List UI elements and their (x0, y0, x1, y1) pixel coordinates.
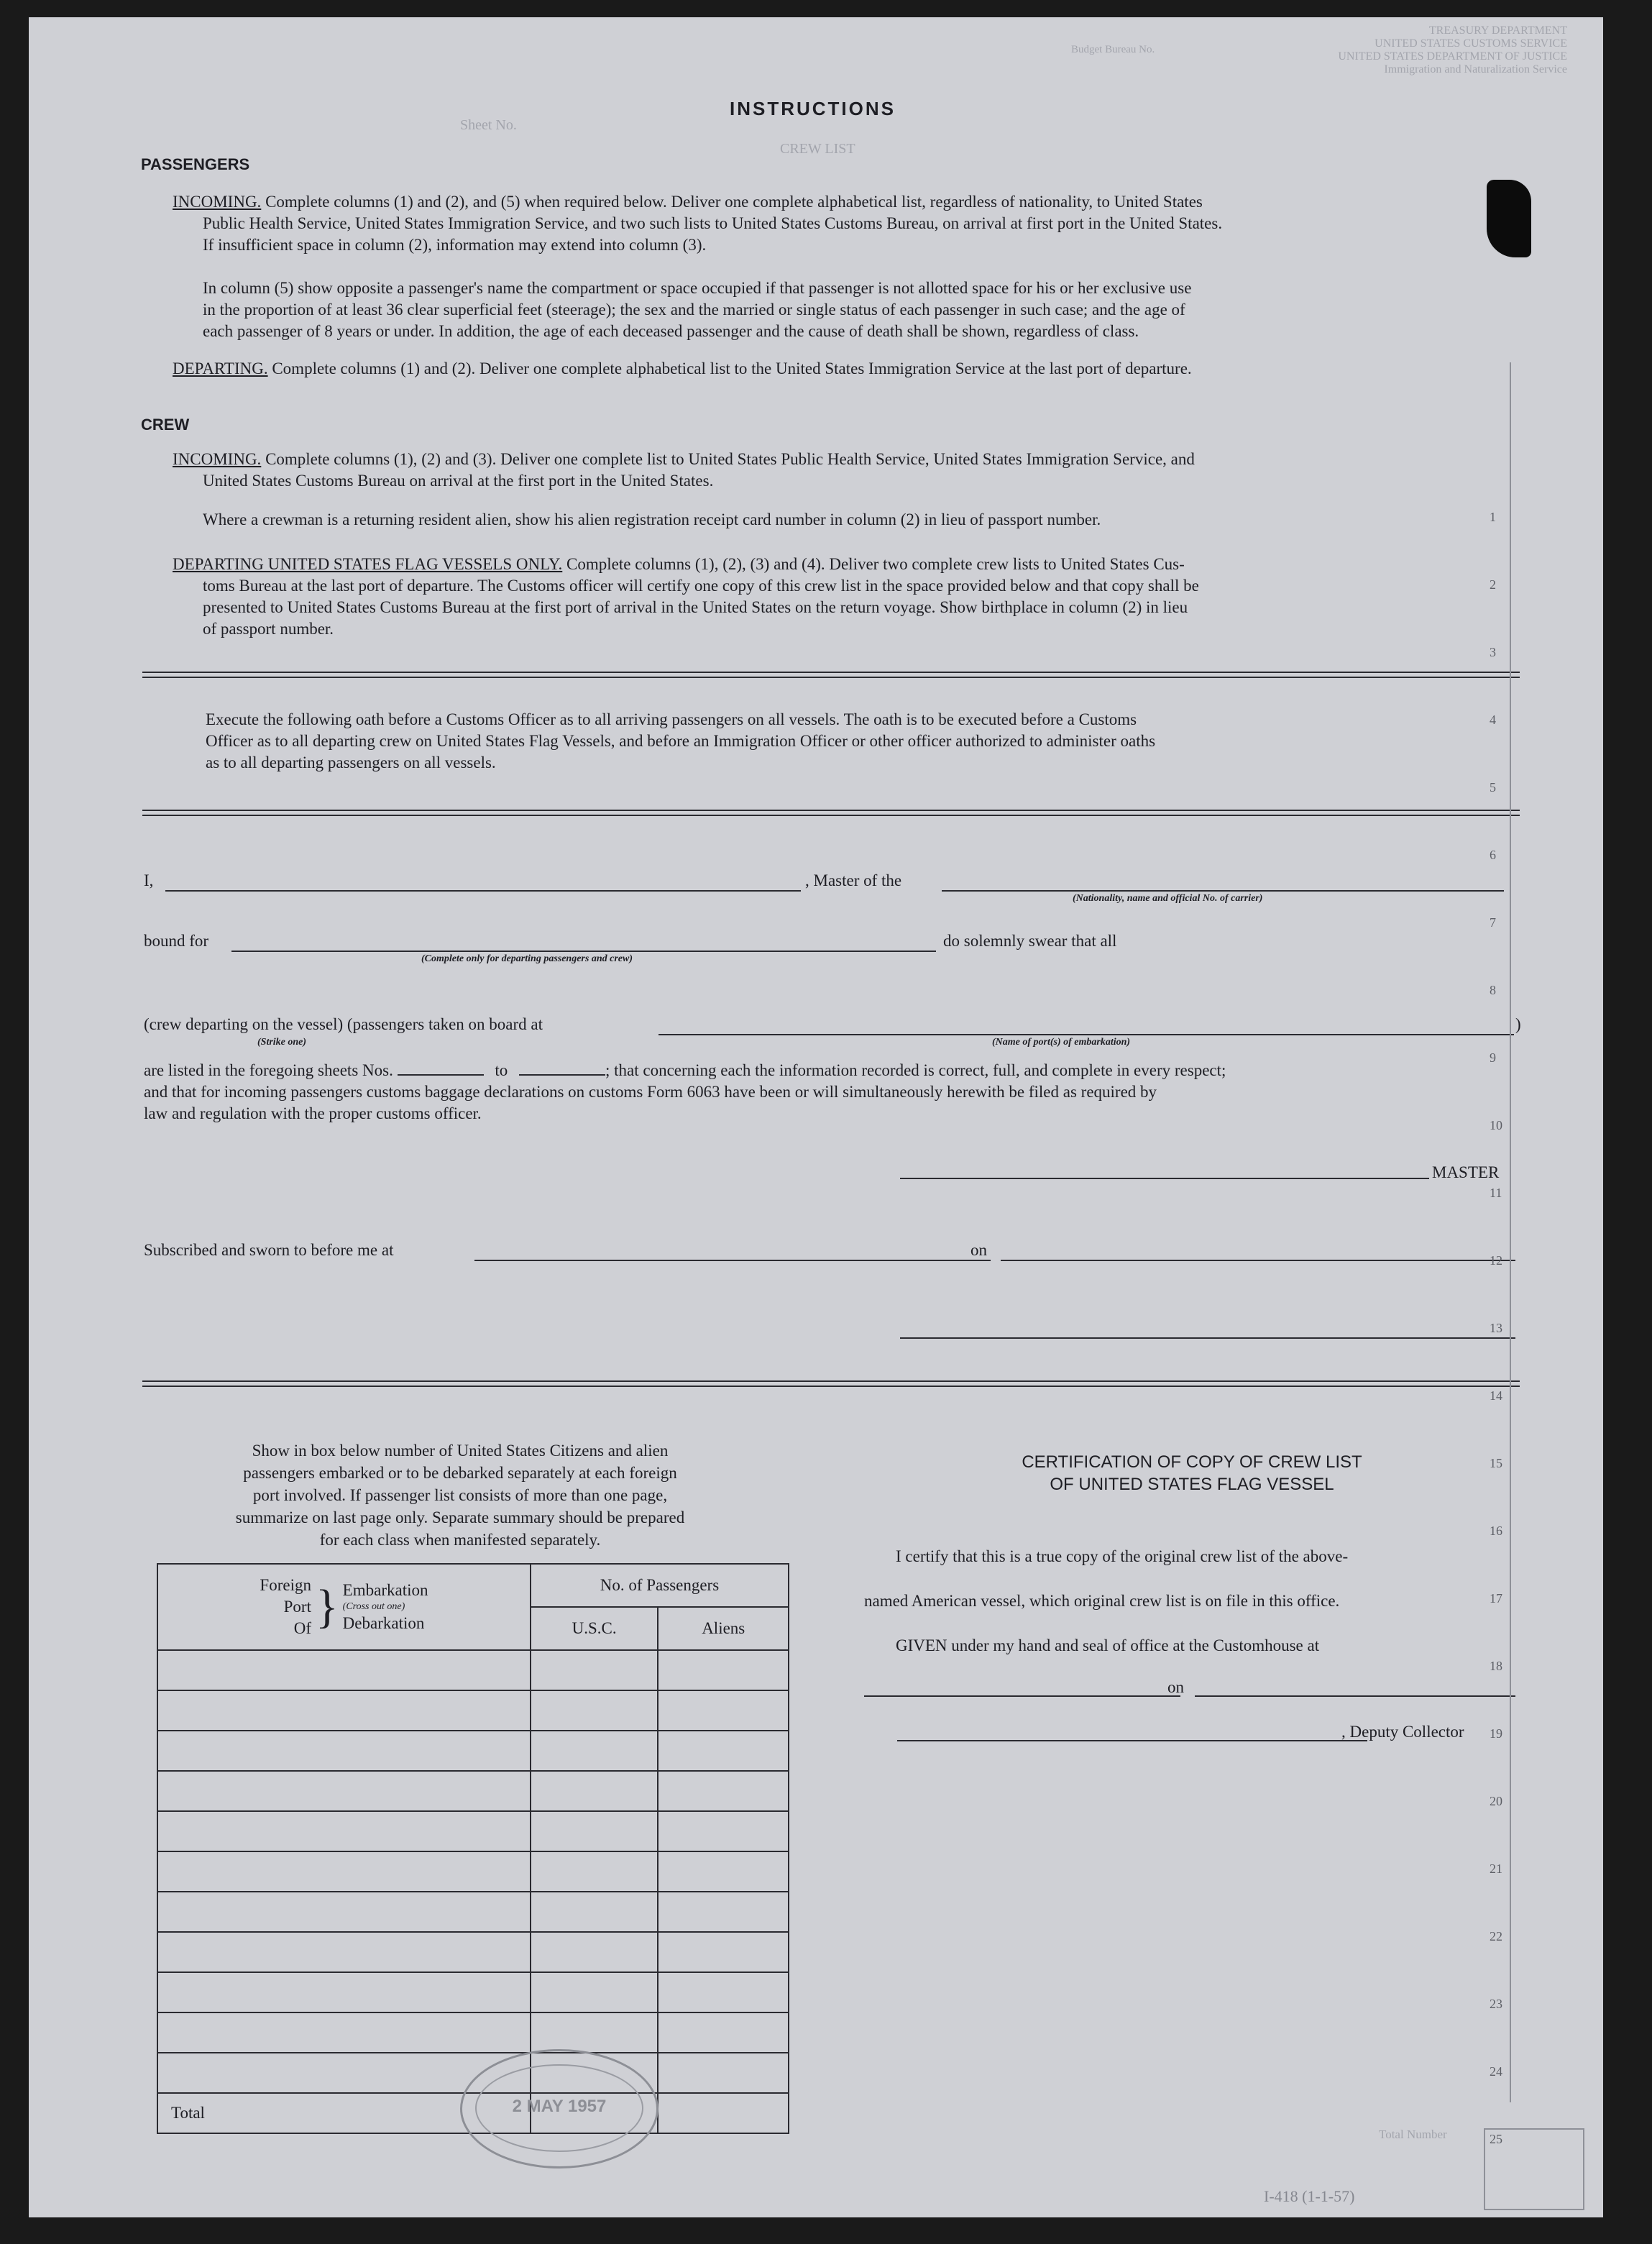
oath-i-label: I, (144, 871, 154, 889)
customhouse-field[interactable] (864, 1695, 1180, 1697)
text-line: If insufficient space in column (2), information may extend into column (3). (203, 236, 707, 254)
table-row (157, 1811, 789, 1851)
bound-for-label: bound for (144, 932, 209, 950)
table-row (157, 2012, 789, 2053)
bleed-line: UNITED STATES CUSTOMS SERVICE (1375, 37, 1567, 50)
port-cell[interactable] (157, 1811, 531, 1851)
row-number: 20 (1490, 1794, 1502, 1808)
sworn-place-field[interactable] (474, 1260, 991, 1261)
text-line: for each class when manifested separately. (319, 1531, 601, 1549)
bound-for-caption: (Complete only for departing passengers and crew) (421, 953, 633, 964)
port-cell[interactable] (157, 1690, 531, 1731)
master-label: MASTER (1432, 1163, 1500, 1181)
bleed-through-header (1222, 24, 1567, 76)
text-line: law and regulation with the proper customs officer. (144, 1104, 482, 1122)
port-cell[interactable] (157, 1932, 531, 1972)
text-line: port involved. If passenger list consists of more than one page, (252, 1486, 668, 1504)
cross-out-caption: (Cross out one) (342, 1601, 405, 1612)
row-number: 8 (1490, 983, 1496, 997)
crew-departing-label: DEPARTING UNITED STATES FLAG VESSELS ONLY. (173, 555, 563, 573)
aliens-cell[interactable] (658, 1932, 789, 1972)
aliens-cell[interactable] (658, 2053, 789, 2093)
usc-cell[interactable] (531, 1972, 658, 2012)
usc-cell[interactable] (531, 1650, 658, 1690)
row-number: 23 (1490, 1997, 1502, 2011)
port-cell[interactable] (157, 1972, 531, 2012)
bleed-crew-list: CREW LIST (780, 141, 855, 157)
sworn-date-field[interactable] (1001, 1260, 1515, 1261)
port-cell[interactable] (157, 1731, 531, 1771)
usc-cell[interactable] (531, 1731, 658, 1771)
text-line: each passenger of 8 years or under. In addition, the age of each deceased passenger and the cause of death shall be shown, regardless of class. (203, 322, 1139, 340)
bleed-budget: Budget Bureau No. (1071, 44, 1155, 55)
usc-cell[interactable] (531, 1811, 658, 1851)
sheets-text: are listed in the foregoing sheets Nos. (144, 1061, 393, 1079)
certification-title (868, 1451, 1515, 1496)
text-line: Complete columns (1) and (2), and (5) when required below. Deliver one complete alphabetical list, regardless of nationality, to United States (265, 193, 1203, 211)
text-line: as to all departing passengers on all vessels. (206, 754, 496, 771)
bleed-sheet: Sheet No. (460, 117, 517, 133)
text-line: presented to United States Customs Bureau at the first port of arrival in the United States on the return voyage. Show birthplace in column (2) in lieu (203, 598, 1188, 616)
swear-text: do solemnly swear that all (943, 932, 1117, 950)
text-line: In column (5) show opposite a passenger's name the compartment or space occupied if that passenger is not allotted space for his or her exclusive use (203, 279, 1192, 297)
margin-rule (1510, 362, 1511, 2102)
text-line: Show in box below number of United States Citizens and alien (252, 1442, 669, 1460)
row-number: 12 (1490, 1253, 1502, 1268)
text-line: in the proportion of at least 36 clear superficial feet (steerage); the sex and the married or single status of each passenger in such case; and the age of (203, 301, 1185, 319)
port-header (157, 1564, 531, 1650)
section-divider (142, 1380, 1520, 1387)
text-line: Officer as to all departing crew on United States Flag Vessels, and before an Immigration Officer or other officer authorized to administer oaths (206, 732, 1156, 750)
deputy-label: , Deputy Collector (1341, 1723, 1464, 1741)
page-title: INSTRUCTIONS (730, 98, 896, 119)
row-number: 3 (1490, 645, 1496, 659)
cert-on-label: on (1167, 1678, 1184, 1696)
certify-line: named American vessel, which original crew list is on file in this office. (864, 1592, 1340, 1610)
row-number: 24 (1490, 2064, 1502, 2079)
aliens-cell[interactable] (658, 1811, 789, 1851)
aliens-cell[interactable] (658, 1851, 789, 1892)
table-row (157, 1731, 789, 1771)
usc-cell[interactable] (531, 1771, 658, 1811)
text-line: and that for incoming passengers customs baggage declarations on customs Form 6063 have been or will simultaneously herewith be filed as required by (144, 1083, 1157, 1101)
table-row (157, 1972, 789, 2012)
subscribed-text: Subscribed and sworn to before me at (144, 1241, 394, 1259)
passengers-incoming-label: INCOMING. (173, 193, 262, 211)
port-cell[interactable] (157, 1851, 531, 1892)
port-label: Port (283, 1598, 311, 1616)
text-line: toms Bureau at the last port of departure. The Customs officer will certify one copy of this crew list in the space provided below and that copy shall be (203, 577, 1199, 595)
aliens-header: Aliens (658, 1607, 789, 1650)
row-number: 1 (1490, 510, 1496, 524)
row-number: 16 (1490, 1524, 1502, 1538)
master-of-label: , Master of the (805, 871, 902, 889)
row-number: 21 (1490, 1861, 1502, 1876)
table-row (157, 1690, 789, 1731)
sworn-on-label: on (970, 1241, 987, 1259)
text-line: Complete columns (1), (2) and (3). Deliver one complete list to United States Public Health Service, United States Immigration Service, and (265, 450, 1195, 468)
port-cell[interactable] (157, 1650, 531, 1690)
strike-caption: (Strike one) (257, 1037, 307, 1048)
row-number: 22 (1490, 1929, 1502, 1943)
aliens-cell[interactable] (658, 1731, 789, 1771)
text-line: OF UNITED STATES FLAG VESSEL (1050, 1475, 1334, 1494)
total-label: Total (157, 2093, 531, 2133)
form-number: I-418 (1-1-57) (1264, 2187, 1355, 2205)
bound-for-field[interactable] (231, 951, 936, 952)
passengers-column5-note (203, 278, 1518, 342)
passenger-summary-table (157, 1563, 789, 2134)
sheet-from-field[interactable] (398, 1061, 484, 1076)
text-line: United States Customs Bureau on arrival at the first port in the United States. (203, 472, 714, 490)
text-line: passengers embarked or to be debarked separately at each foreign (243, 1464, 677, 1482)
usc-cell[interactable] (531, 2012, 658, 2053)
brace-icon: } (315, 1580, 339, 1633)
port-cell[interactable] (157, 2012, 531, 2053)
table-row (157, 1650, 789, 1690)
section-divider (142, 672, 1520, 678)
row-number: 2 (1490, 577, 1496, 592)
master-name-field[interactable] (165, 890, 801, 892)
usc-cell[interactable] (531, 1932, 658, 1972)
sheets-paragraph (144, 1060, 1524, 1125)
row-number: 5 (1490, 780, 1496, 794)
aliens-cell[interactable] (658, 1892, 789, 1932)
text-line: of passport number. (203, 620, 334, 638)
text-line: summarize on last page only. Separate summary should be prepared (235, 1508, 685, 1526)
of-label: Of (293, 1619, 311, 1637)
table-row (157, 1892, 789, 1932)
bleed-line: UNITED STATES DEPARTMENT OF JUSTICE (1338, 50, 1567, 63)
aliens-cell[interactable] (658, 1650, 789, 1690)
no-passengers-header: No. of Passengers (531, 1564, 789, 1607)
row-number: 14 (1490, 1388, 1502, 1403)
crew-departing (173, 554, 1524, 640)
port-cell[interactable] (157, 1892, 531, 1932)
bleed-total-number: Total Number (1379, 2128, 1447, 2141)
certify-line: I certify that this is a true copy of the original crew list of the above- (896, 1547, 1349, 1565)
row-number: 19 (1490, 1726, 1502, 1741)
passengers-heading: PASSENGERS (141, 155, 250, 173)
embarkation-label: Embarkation (342, 1581, 428, 1599)
text-line: CERTIFICATION OF COPY OF CREW LIST (1022, 1452, 1362, 1472)
row-number: 4 (1490, 713, 1496, 727)
cert-date-field[interactable] (1195, 1695, 1515, 1697)
row-number: 7 (1490, 915, 1496, 930)
oath-instructions (206, 709, 1500, 774)
given-text: GIVEN under my hand and seal of office at the Customhouse at (896, 1636, 1320, 1654)
to-label: to (495, 1061, 508, 1079)
usc-header: U.S.C. (531, 1607, 658, 1650)
close-paren: ) (1515, 1015, 1521, 1033)
customs-stamp (460, 2049, 658, 2169)
row-number: 18 (1490, 1659, 1502, 1673)
row-number: 10 (1490, 1118, 1502, 1132)
concerning-text: ; that concerning each the information recorded is correct, full, and complete in every respect; (605, 1061, 1226, 1079)
usc-cell[interactable] (531, 1851, 658, 1892)
aliens-cell[interactable] (658, 1972, 789, 2012)
passengers-departing-label: DEPARTING. (173, 360, 268, 377)
row-number: 25 (1490, 2132, 1502, 2146)
bleed-line: TREASURY DEPARTMENT (1428, 24, 1567, 37)
section-divider (142, 810, 1520, 816)
text-line: Complete columns (1) and (2). Deliver one complete alphabetical list to the United States Immigration Service at the last port of departure. (272, 360, 1192, 377)
table-row (157, 1851, 789, 1892)
table-row (157, 1932, 789, 1972)
master-signature-line[interactable] (900, 1178, 1429, 1179)
aliens-cell[interactable] (658, 1771, 789, 1811)
text-line: Complete columns (1), (2), (3) and (4). Deliver two complete crew lists to United States Cus- (566, 555, 1185, 573)
row-number: 17 (1490, 1591, 1502, 1606)
carrier-field[interactable] (942, 890, 1504, 892)
total-aliens-cell[interactable] (658, 2093, 789, 2133)
total-number-box[interactable] (1484, 2128, 1584, 2210)
passengers-incoming (173, 191, 1510, 256)
deputy-signature-line[interactable] (897, 1740, 1367, 1741)
port-cell[interactable] (157, 1771, 531, 1811)
row-number: 13 (1490, 1321, 1502, 1335)
embarkation-port-field[interactable] (658, 1034, 1514, 1035)
crew-incoming-label: INCOMING. (173, 450, 262, 468)
passengers-departing (173, 358, 1524, 380)
officer-signature-line[interactable] (900, 1337, 1515, 1339)
crew-departing-text: (crew departing on the vessel) (passengers taken on board at (144, 1015, 543, 1033)
crew-returning-note: Where a crewman is a returning resident alien, show his alien registration receipt card number in column (2) in lieu of passport number. (203, 510, 1101, 528)
usc-cell[interactable] (531, 1892, 658, 1932)
crew-incoming (173, 449, 1524, 492)
crew-heading: CREW (141, 416, 190, 434)
text-line: Public Health Service, United States Immigration Service, and two such lists to United States Customs Bureau, on arrival at first port in the United States. (203, 214, 1223, 232)
row-number: 6 (1490, 848, 1496, 862)
stamp-date: 2 MAY 1957 (512, 2097, 607, 2116)
usc-cell[interactable] (531, 1690, 658, 1731)
debarkation-label: Debarkation (342, 1614, 425, 1632)
table-body (157, 1650, 789, 2093)
bleed-line: Immigration and Naturalization Service (1384, 63, 1567, 75)
form-page (29, 17, 1603, 2217)
row-number: 9 (1490, 1050, 1496, 1065)
sheet-to-field[interactable] (519, 1061, 605, 1076)
summary-instructions (137, 1439, 784, 1551)
carrier-caption: (Nationality, name and official No. of carrier) (1073, 893, 1263, 904)
row-number: 15 (1490, 1456, 1502, 1470)
row-number: 11 (1490, 1186, 1502, 1200)
table-row (157, 1771, 789, 1811)
text-line: Execute the following oath before a Customs Officer as to all arriving passengers on all vessels. The oath is to be executed before a Customs (206, 710, 1137, 728)
embark-caption: (Name of port(s) of embarkation) (992, 1037, 1131, 1048)
aliens-cell[interactable] (658, 2012, 789, 2053)
aliens-cell[interactable] (658, 1690, 789, 1731)
foreign-label: Foreign (260, 1576, 311, 1594)
